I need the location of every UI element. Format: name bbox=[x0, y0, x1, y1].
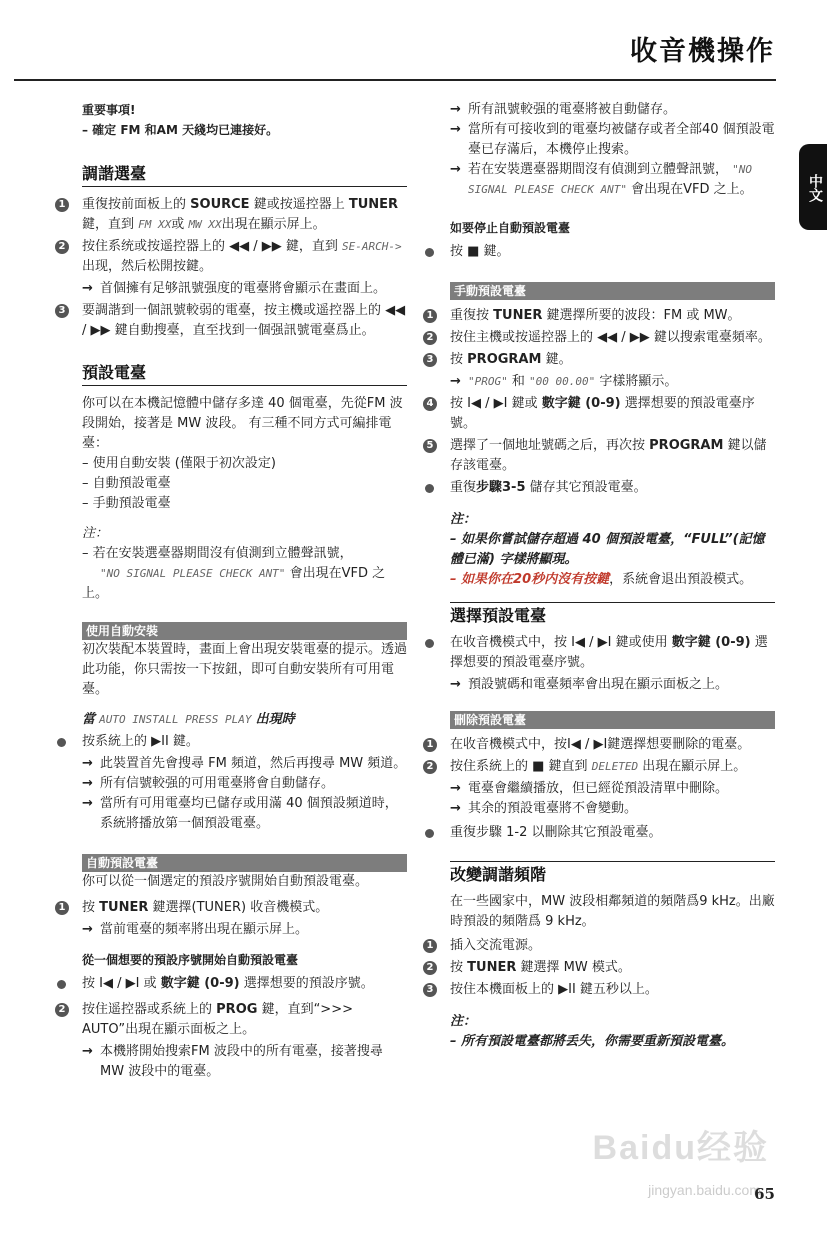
step-number: 1 bbox=[55, 198, 69, 212]
text: 按 I◀ / ▶I 或 bbox=[82, 976, 157, 991]
preset-note bbox=[82, 544, 407, 604]
preset-heading: 預設電臺 bbox=[82, 363, 147, 382]
text: 出现，然后松開按鍵。 bbox=[82, 259, 213, 274]
manual-step-4 bbox=[426, 394, 775, 434]
tuning-step-3 bbox=[58, 301, 407, 341]
step-number: 1 bbox=[423, 309, 437, 323]
delete-step-1 bbox=[426, 735, 775, 755]
step-heading: 改變調諧頻階 bbox=[450, 865, 547, 884]
step-number: 1 bbox=[55, 901, 69, 915]
text: 鍵，直到 bbox=[82, 217, 135, 232]
preset-rule bbox=[82, 385, 407, 386]
key-tuner: TUNER bbox=[493, 308, 543, 323]
text: 步驟3-5 bbox=[476, 480, 526, 495]
bullet-dot bbox=[425, 484, 434, 493]
manual-note-1: – 如果你嘗試儲存超過 40 個預設電臺，“FULL”(記憶體已滿) 字樣將顯現。 bbox=[450, 532, 765, 567]
text: 按 bbox=[450, 960, 464, 975]
step-text: 在一些國家中，MW 波段相鄰頻道的頻階爲9 kHz。出廠時預設的頻階爲 9 kHz。 bbox=[450, 894, 775, 929]
preset-note-label: 注： bbox=[82, 526, 109, 541]
text: 鍵，直到“>>> AUTO”出現在顯示面板之上。 bbox=[82, 1002, 353, 1037]
auto-preset-step-1-result: → 當前電臺的頻率將出現在顯示屏上。 bbox=[82, 920, 407, 940]
text: 按住主機或按遥控器上的 ◀◀ / ▶▶ 鍵以搜索電臺頻率。 bbox=[450, 330, 771, 345]
delete-step-2 bbox=[426, 757, 775, 777]
step-rule bbox=[450, 861, 775, 862]
auto-install-bar: 使用自動安裝 bbox=[82, 622, 407, 640]
notice-text: – 確定 FM 和AM 天綫均已連接好。 bbox=[82, 123, 279, 137]
text: ，系統會退出預設模式。 bbox=[609, 572, 753, 587]
key-digits: 數字鍵 (0-9) bbox=[671, 635, 751, 650]
select-heading: 選擇預設電臺 bbox=[450, 606, 547, 625]
manual-step-2 bbox=[426, 328, 775, 348]
key-digits: 數字鍵 (0-9) bbox=[160, 976, 240, 991]
text: 要調諧到一個訊號較弱的電臺，按主機或遥控器上的 ◀◀ / ▶▶ 鍵自動搜臺，直至找到一個强訊號電臺爲止。 bbox=[82, 303, 406, 338]
left-column bbox=[58, 100, 408, 1082]
key-program: PROGRAM bbox=[467, 352, 542, 367]
text: 重復步驟 1-2 以刪除其它預設電臺。 bbox=[450, 825, 662, 840]
bullet-dot bbox=[425, 639, 434, 648]
manual-note-label: 注： bbox=[450, 512, 477, 527]
text: 選擇想要的預設電臺序號。 bbox=[450, 635, 768, 670]
preset-option-3: – 手動預設電臺 bbox=[82, 496, 171, 511]
step-number: 2 bbox=[423, 331, 437, 345]
step-note: – 所有預設電臺都將丢失，你需要重新預設電臺。 bbox=[450, 1034, 735, 1049]
lcd-text: "NO SIGNAL PLEASE CHECK ANT" bbox=[100, 567, 286, 580]
watermark-url: jingyan.baidu.com bbox=[648, 1182, 761, 1198]
step-number: 4 bbox=[423, 397, 437, 411]
text: 選擇想要的預設序號。 bbox=[243, 976, 374, 991]
step-number: 3 bbox=[423, 983, 437, 997]
select-result: → 預設號碼和電臺頻率會出現在顯示面板之上。 bbox=[450, 675, 775, 695]
step-number: 3 bbox=[55, 304, 69, 318]
lcd-text: SE-ARCH-> bbox=[342, 240, 402, 253]
text: 重復按前面板上的 bbox=[82, 197, 187, 212]
step-note-label: 注： bbox=[450, 1014, 477, 1029]
watermark-logo: Baidu经验 bbox=[592, 1129, 769, 1167]
tuning-step-1 bbox=[58, 195, 407, 235]
text: 按系統上的 ▶II 鍵。 bbox=[82, 734, 199, 749]
select-bullet bbox=[450, 633, 775, 673]
select-rule bbox=[450, 602, 775, 603]
title-rule bbox=[14, 79, 776, 81]
manual-note-2 bbox=[450, 570, 775, 590]
bullet-dot bbox=[57, 738, 66, 747]
text: 鍵選擇(TUNER) 收音機模式。 bbox=[152, 900, 329, 915]
auto-preset-text: 你可以從一個選定的預設序號開始自動預設電臺。 bbox=[82, 874, 369, 889]
step-number: 1 bbox=[423, 738, 437, 752]
text: 按 bbox=[450, 352, 464, 367]
text: 鍵選擇 MW 模式。 bbox=[520, 960, 631, 975]
lcd-text: "NO SIGNAL PLEASE CHECK ANT" bbox=[468, 163, 753, 196]
auto-install-bullet bbox=[82, 732, 407, 752]
right-column bbox=[426, 100, 775, 1052]
auto-install-result-1: → 此裝置首先會搜尋 FM 頻道，然后再搜尋 MW 頻道。 bbox=[82, 754, 407, 774]
bullet-dot bbox=[425, 829, 434, 838]
auto-preset-bar: 自動預設電臺 bbox=[82, 854, 407, 872]
bullet-dot bbox=[425, 248, 434, 257]
auto-install-text: 初次裝配本裝置時，畫面上會出現安裝電臺的提示。透過此功能，你只需按一下按鈕，即可自動安裝所有可用電臺。 bbox=[82, 642, 408, 697]
text: 在收音機模式中，按I◀ / ▶I鍵選擇想要刪除的電臺。 bbox=[450, 737, 751, 752]
auto-install-when bbox=[82, 710, 407, 730]
step-number: 5 bbox=[423, 439, 437, 453]
text: 按住本機面板上的 ▶II 鍵五秒以上。 bbox=[450, 982, 658, 997]
key-tuner: TUNER bbox=[348, 197, 399, 212]
text: 出現時 bbox=[255, 712, 295, 727]
text: 若在安裝選臺器期間沒有偵測到立體聲訊號， bbox=[468, 162, 729, 177]
key-prog: PROG bbox=[216, 1002, 258, 1017]
tuning-step-2 bbox=[58, 237, 407, 277]
step-step-3 bbox=[426, 980, 775, 1000]
auto-preset-result-1: → 所有訊號較强的電臺將被自動儲存。 bbox=[450, 100, 775, 120]
step-step-2 bbox=[426, 958, 775, 978]
text: 或 bbox=[171, 217, 185, 232]
bullet-dot bbox=[57, 980, 66, 989]
key-tuner: TUNER bbox=[99, 900, 149, 915]
preset-intro: 你可以在本機記憶體中儲存多達 40 個電臺，先從FM 波段開始，接著是 MW 波段。 有三種不同方式可編排電臺： bbox=[82, 396, 403, 451]
auto-preset-step-2-result: → 本機將開始搜索FM 波段中的所有電臺，接著搜尋 MW 波段中的電臺。 bbox=[82, 1042, 407, 1082]
step-number: 3 bbox=[423, 353, 437, 367]
auto-install-result-3: → 當所有可用電臺均已儲存或用滿 40 個預設頻道時，系統將播放第一個預設電臺。 bbox=[82, 794, 407, 834]
key-digits: 數字鍵 (0-9) bbox=[541, 396, 621, 411]
auto-preset-result-2: → 當所有可接收到的電臺均被儲存或者全部40 個預設電臺已存滿后，本機停止搜索。 bbox=[450, 120, 775, 160]
step-number: 2 bbox=[55, 240, 69, 254]
text: 和 bbox=[511, 374, 525, 389]
manual-step-3 bbox=[426, 350, 775, 370]
text: 出現在顯示屏上。 bbox=[221, 217, 326, 232]
text: 按 ■ 鍵。 bbox=[450, 244, 510, 259]
text: 鍵選擇所要的波段：FM 或 MW。 bbox=[546, 308, 741, 323]
text: 選擇了一個地址號碼之后，再次按 bbox=[450, 438, 646, 453]
manual-step-5 bbox=[426, 436, 775, 476]
preset-option-1: – 使用自動安裝 (僅限于初次設定) bbox=[82, 456, 276, 471]
text: 會出現在VFD 之上。 bbox=[631, 182, 753, 197]
auto-preset-step-2 bbox=[58, 1000, 407, 1040]
step-number: 1 bbox=[423, 939, 437, 953]
tuning-rule bbox=[82, 186, 407, 187]
key-source: SOURCE bbox=[190, 197, 250, 212]
lcd-text: "PROG" bbox=[468, 375, 508, 388]
manual-bullet bbox=[450, 478, 775, 498]
text: 按住系統上的 ■ 鍵直到 bbox=[450, 759, 588, 774]
manual-step-3-result bbox=[450, 372, 775, 392]
delete-result-1: → 電臺會繼續播放，但已經從預設清單中刪除。 bbox=[450, 779, 775, 799]
text: 按住遥控器或系統上的 bbox=[82, 1002, 213, 1017]
step-step-1 bbox=[426, 936, 775, 956]
language-tab bbox=[799, 144, 827, 230]
auto-preset-subheading: 從一個想要的預設序號開始自動預設電臺 bbox=[82, 953, 299, 967]
text: 插入交流電源。 bbox=[450, 938, 542, 953]
text: 重復按 bbox=[450, 308, 490, 323]
text: 字樣將顯示。 bbox=[599, 374, 678, 389]
text: 按住系统或按遥控器上的 ◀◀ / ▶▶ 鍵，直到 bbox=[82, 239, 338, 254]
stop-heading: 如要停止自動預設電臺 bbox=[450, 221, 571, 235]
lcd-text: AUTO INSTALL PRESS PLAY bbox=[99, 713, 252, 726]
text: 會出現在VFD 之上。 bbox=[82, 566, 386, 601]
lcd-text: MW XX bbox=[188, 218, 222, 231]
delete-preset-bar: 刪除預設電臺 bbox=[450, 711, 775, 729]
text: – 若在安裝選臺器期間沒有偵測到立體聲訊號， bbox=[82, 546, 353, 561]
manual-step-1 bbox=[426, 306, 775, 326]
step-number: 2 bbox=[423, 961, 437, 975]
language-tab-label: 中文 bbox=[807, 174, 823, 202]
notice-title: 重要事項! bbox=[82, 103, 136, 117]
text: 鍵或按遥控器上 bbox=[253, 197, 345, 212]
delete-bullet bbox=[450, 823, 775, 843]
auto-preset-result-3 bbox=[450, 160, 775, 200]
text: 按 bbox=[82, 900, 96, 915]
delete-result-2: → 其余的預設電臺將不會變動。 bbox=[450, 799, 775, 819]
key-tuner: TUNER bbox=[467, 960, 517, 975]
text: 按 I◀ / ▶I 鍵或 bbox=[450, 396, 538, 411]
lcd-text: FM XX bbox=[138, 218, 172, 231]
text: 儲存其它預設電臺。 bbox=[529, 480, 647, 495]
text: 出現在顯示屏上。 bbox=[642, 759, 747, 774]
key-program: PROGRAM bbox=[649, 438, 724, 453]
manual-preset-bar: 手動預設電臺 bbox=[450, 282, 775, 300]
text: 在收音機模式中，按 I◀ / ▶I 鍵或使用 bbox=[450, 635, 668, 650]
tuning-step-2-result: → 首個擁有足够訊號强度的電臺將會顯示在畫面上。 bbox=[82, 279, 407, 299]
preset-option-2: – 自動預設電臺 bbox=[82, 476, 171, 491]
step-number: 2 bbox=[423, 760, 437, 774]
auto-preset-step-1 bbox=[58, 898, 407, 918]
text: 當 bbox=[82, 712, 96, 727]
lcd-text: DELETED bbox=[591, 760, 639, 773]
tuning-heading: 調諧選臺 bbox=[82, 164, 147, 183]
lcd-text: "00 00.00" bbox=[529, 375, 596, 388]
text: 選擇想要的預設電臺序號。 bbox=[450, 396, 755, 431]
stop-bullet bbox=[450, 242, 775, 262]
text: 重復 bbox=[450, 480, 477, 495]
text: – 如果你在20秒内沒有按鍵 bbox=[450, 572, 610, 587]
page-title: 收音機操作 bbox=[630, 36, 775, 67]
auto-install-result-2: → 所有信號較强的可用電臺將會自動儲存。 bbox=[82, 774, 407, 794]
text: 鍵。 bbox=[545, 352, 572, 367]
page-number: 65 bbox=[754, 1185, 775, 1203]
step-number: 2 bbox=[55, 1003, 69, 1017]
auto-preset-bullet bbox=[82, 974, 407, 994]
text: 鍵以儲存該電臺。 bbox=[450, 438, 767, 473]
